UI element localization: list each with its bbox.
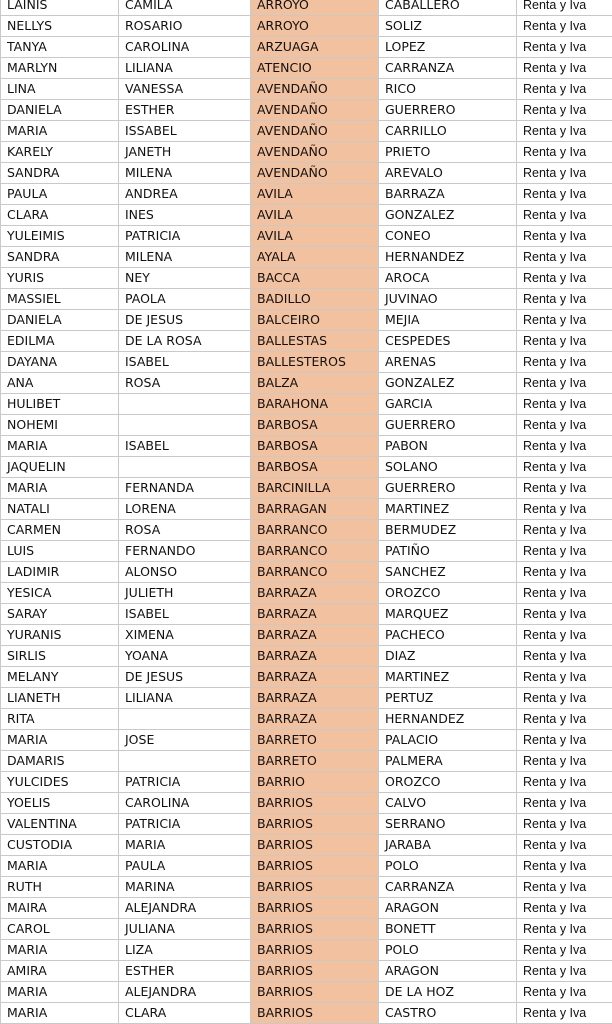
- second-name-cell: LILIANA: [119, 58, 251, 79]
- second-name-cell: YOANA: [119, 646, 251, 667]
- first-surname-cell: BARRIO: [251, 772, 379, 793]
- second-surname-cell: GONZALEZ: [379, 205, 517, 226]
- table-row: [1, 289, 612, 310]
- second-surname-cell: AREVALO: [379, 163, 517, 184]
- category-cell: Renta y Iva: [517, 856, 612, 877]
- second-surname-cell: AROCA: [379, 268, 517, 289]
- category-cell: Renta y Iva: [517, 184, 612, 205]
- category-cell: Renta y Iva: [517, 730, 612, 751]
- second-surname-cell: DE LA HOZ: [379, 982, 517, 1003]
- second-name-cell: PATRICIA: [119, 814, 251, 835]
- second-name-cell: XIMENA: [119, 625, 251, 646]
- second-name-cell: JULIANA: [119, 919, 251, 940]
- second-name-cell: ISABEL: [119, 604, 251, 625]
- second-surname-cell: GUERRERO: [379, 100, 517, 121]
- second-name-cell: NEY: [119, 268, 251, 289]
- first-name-cell: HULIBET: [1, 394, 119, 415]
- first-name-cell: MARIA: [1, 121, 119, 142]
- category-cell: Renta y Iva: [517, 331, 612, 352]
- second-surname-cell: CASTRO: [379, 1003, 517, 1024]
- second-surname-cell: MARTINEZ: [379, 667, 517, 688]
- first-surname-cell: AVENDAÑO: [251, 100, 379, 121]
- table-row: [1, 16, 612, 37]
- table-row: [1, 268, 612, 289]
- first-name-cell: MARIA: [1, 940, 119, 961]
- first-name-cell: CUSTODIA: [1, 835, 119, 856]
- first-name-cell: YURANIS: [1, 625, 119, 646]
- second-name-cell: LIZA: [119, 940, 251, 961]
- second-surname-cell: HERNANDEZ: [379, 247, 517, 268]
- first-name-cell: YESICA: [1, 583, 119, 604]
- first-surname-cell: BALLESTAS: [251, 331, 379, 352]
- first-surname-cell: BARRETO: [251, 751, 379, 772]
- first-surname-cell: BARRIOS: [251, 856, 379, 877]
- second-surname-cell: LOPEZ: [379, 37, 517, 58]
- first-surname-cell: BARRIOS: [251, 877, 379, 898]
- first-name-cell: MARLYN: [1, 58, 119, 79]
- second-name-cell: ISABEL: [119, 352, 251, 373]
- table-row: [1, 415, 612, 436]
- first-surname-cell: BALLESTEROS: [251, 352, 379, 373]
- second-surname-cell: ARAGON: [379, 898, 517, 919]
- first-surname-cell: AYALA: [251, 247, 379, 268]
- first-name-cell: YULEIMIS: [1, 226, 119, 247]
- first-surname-cell: AVENDAÑO: [251, 121, 379, 142]
- second-name-cell: CLARA: [119, 1003, 251, 1024]
- second-surname-cell: PATIÑO: [379, 541, 517, 562]
- first-surname-cell: BARRIOS: [251, 898, 379, 919]
- first-name-cell: NOHEMI: [1, 415, 119, 436]
- category-cell: Renta y Iva: [517, 772, 612, 793]
- category-cell: Renta y Iva: [517, 814, 612, 835]
- second-name-cell: CAROLINA: [119, 37, 251, 58]
- second-name-cell: ESTHER: [119, 961, 251, 982]
- table-row: [1, 0, 612, 16]
- table-row: [1, 205, 612, 226]
- first-name-cell: NATALI: [1, 499, 119, 520]
- second-name-cell: ROSA: [119, 520, 251, 541]
- first-name-cell: TANYA: [1, 37, 119, 58]
- second-name-cell: MARIA: [119, 835, 251, 856]
- first-surname-cell: ATENCIO: [251, 58, 379, 79]
- table-row: [1, 919, 612, 940]
- second-name-cell: PAULA: [119, 856, 251, 877]
- second-surname-cell: SOLANO: [379, 457, 517, 478]
- second-surname-cell: PALMERA: [379, 751, 517, 772]
- second-surname-cell: MARTINEZ: [379, 499, 517, 520]
- second-name-cell: LORENA: [119, 499, 251, 520]
- category-cell: Renta y Iva: [517, 457, 612, 478]
- first-surname-cell: BARRIOS: [251, 814, 379, 835]
- category-cell: Renta y Iva: [517, 940, 612, 961]
- category-cell: Renta y Iva: [517, 646, 612, 667]
- table-row: [1, 814, 612, 835]
- table-row: [1, 163, 612, 184]
- second-name-cell: MILENA: [119, 163, 251, 184]
- category-cell: Renta y Iva: [517, 121, 612, 142]
- first-name-cell: SANDRA: [1, 163, 119, 184]
- first-surname-cell: BARRANCO: [251, 520, 379, 541]
- second-name-cell: FERNANDO: [119, 541, 251, 562]
- first-name-cell: SANDRA: [1, 247, 119, 268]
- second-name-cell: MILENA: [119, 247, 251, 268]
- category-cell: Renta y Iva: [517, 0, 612, 16]
- table-row: [1, 541, 612, 562]
- table-row: [1, 583, 612, 604]
- second-surname-cell: CARRILLO: [379, 121, 517, 142]
- first-surname-cell: BARRIOS: [251, 1003, 379, 1024]
- category-cell: Renta y Iva: [517, 604, 612, 625]
- first-surname-cell: BARRAGAN: [251, 499, 379, 520]
- first-surname-cell: BALZA: [251, 373, 379, 394]
- second-surname-cell: HERNANDEZ: [379, 709, 517, 730]
- category-cell: Renta y Iva: [517, 373, 612, 394]
- second-surname-cell: JARABA: [379, 835, 517, 856]
- table-row: [1, 898, 612, 919]
- category-cell: Renta y Iva: [517, 37, 612, 58]
- second-name-cell: ISABEL: [119, 436, 251, 457]
- second-name-cell: JANETH: [119, 142, 251, 163]
- first-name-cell: MARIA: [1, 1003, 119, 1024]
- first-name-cell: MAIRA: [1, 898, 119, 919]
- second-name-cell: MARINA: [119, 877, 251, 898]
- second-surname-cell: CARRANZA: [379, 877, 517, 898]
- table-row: [1, 940, 612, 961]
- table-row: [1, 37, 612, 58]
- table-row: [1, 226, 612, 247]
- first-name-cell: CARMEN: [1, 520, 119, 541]
- category-cell: Renta y Iva: [517, 205, 612, 226]
- second-surname-cell: PABON: [379, 436, 517, 457]
- first-surname-cell: BARRAZA: [251, 604, 379, 625]
- table-row: [1, 604, 612, 625]
- first-name-cell: NELLYS: [1, 16, 119, 37]
- category-cell: Renta y Iva: [517, 898, 612, 919]
- category-cell: Renta y Iva: [517, 688, 612, 709]
- first-name-cell: LIANETH: [1, 688, 119, 709]
- first-name-cell: SIRLIS: [1, 646, 119, 667]
- category-cell: Renta y Iva: [517, 961, 612, 982]
- second-surname-cell: MARQUEZ: [379, 604, 517, 625]
- first-surname-cell: BARRIOS: [251, 961, 379, 982]
- category-cell: Renta y Iva: [517, 835, 612, 856]
- category-cell: Renta y Iva: [517, 142, 612, 163]
- second-name-cell: ROSARIO: [119, 16, 251, 37]
- table-row: [1, 1003, 612, 1024]
- category-cell: Renta y Iva: [517, 499, 612, 520]
- category-cell: Renta y Iva: [517, 247, 612, 268]
- second-name-cell: PATRICIA: [119, 226, 251, 247]
- first-surname-cell: AVENDAÑO: [251, 142, 379, 163]
- category-cell: Renta y Iva: [517, 79, 612, 100]
- second-surname-cell: POLO: [379, 856, 517, 877]
- second-name-cell: PATRICIA: [119, 772, 251, 793]
- table-row: [1, 100, 612, 121]
- table-row: [1, 58, 612, 79]
- first-name-cell: VALENTINA: [1, 814, 119, 835]
- first-surname-cell: BARRETO: [251, 730, 379, 751]
- category-cell: Renta y Iva: [517, 667, 612, 688]
- first-surname-cell: ARROYO: [251, 16, 379, 37]
- table-row: [1, 856, 612, 877]
- second-name-cell: JULIETH: [119, 583, 251, 604]
- second-name-cell: ISSABEL: [119, 121, 251, 142]
- first-name-cell: LAINIS: [1, 0, 119, 16]
- first-surname-cell: BARRIOS: [251, 919, 379, 940]
- category-cell: Renta y Iva: [517, 709, 612, 730]
- first-name-cell: ANA: [1, 373, 119, 394]
- second-surname-cell: ARAGON: [379, 961, 517, 982]
- table-row: [1, 499, 612, 520]
- second-name-cell: INES: [119, 205, 251, 226]
- second-name-cell: ALONSO: [119, 562, 251, 583]
- first-name-cell: MELANY: [1, 667, 119, 688]
- first-surname-cell: AVENDAÑO: [251, 79, 379, 100]
- table-row: [1, 751, 612, 772]
- first-name-cell: CAROL: [1, 919, 119, 940]
- first-name-cell: EDILMA: [1, 331, 119, 352]
- second-name-cell: [119, 751, 251, 772]
- category-cell: Renta y Iva: [517, 226, 612, 247]
- second-name-cell: ALEJANDRA: [119, 898, 251, 919]
- category-cell: Renta y Iva: [517, 310, 612, 331]
- category-cell: Renta y Iva: [517, 436, 612, 457]
- first-surname-cell: BARRAZA: [251, 583, 379, 604]
- category-cell: Renta y Iva: [517, 289, 612, 310]
- first-surname-cell: BARRIOS: [251, 940, 379, 961]
- first-name-cell: SARAY: [1, 604, 119, 625]
- second-surname-cell: SOLIZ: [379, 16, 517, 37]
- first-name-cell: LUIS: [1, 541, 119, 562]
- first-name-cell: MARIA: [1, 856, 119, 877]
- first-name-cell: LADIMIR: [1, 562, 119, 583]
- second-surname-cell: PRIETO: [379, 142, 517, 163]
- category-cell: Renta y Iva: [517, 541, 612, 562]
- category-cell: Renta y Iva: [517, 352, 612, 373]
- first-name-cell: LINA: [1, 79, 119, 100]
- first-surname-cell: BARRAZA: [251, 688, 379, 709]
- first-surname-cell: BADILLO: [251, 289, 379, 310]
- first-surname-cell: BARRAZA: [251, 667, 379, 688]
- second-surname-cell: BERMUDEZ: [379, 520, 517, 541]
- category-cell: Renta y Iva: [517, 562, 612, 583]
- category-cell: Renta y Iva: [517, 268, 612, 289]
- second-surname-cell: CARRANZA: [379, 58, 517, 79]
- table-row: [1, 478, 612, 499]
- category-cell: Renta y Iva: [517, 16, 612, 37]
- first-surname-cell: BARRIOS: [251, 982, 379, 1003]
- first-surname-cell: AVILA: [251, 205, 379, 226]
- category-cell: Renta y Iva: [517, 478, 612, 499]
- category-cell: Renta y Iva: [517, 100, 612, 121]
- second-name-cell: DE JESUS: [119, 667, 251, 688]
- first-surname-cell: BARRAZA: [251, 646, 379, 667]
- first-surname-cell: AVILA: [251, 184, 379, 205]
- category-cell: Renta y Iva: [517, 163, 612, 184]
- first-name-cell: PAULA: [1, 184, 119, 205]
- second-surname-cell: JUVINAO: [379, 289, 517, 310]
- second-surname-cell: BARRAZA: [379, 184, 517, 205]
- table-row: [1, 247, 612, 268]
- table-row: [1, 184, 612, 205]
- table-row: [1, 982, 612, 1003]
- table-row: [1, 79, 612, 100]
- category-cell: Renta y Iva: [517, 793, 612, 814]
- table-row: [1, 520, 612, 541]
- table-row: [1, 961, 612, 982]
- first-surname-cell: BARBOSA: [251, 436, 379, 457]
- second-name-cell: PAOLA: [119, 289, 251, 310]
- second-name-cell: [119, 709, 251, 730]
- table-row: [1, 877, 612, 898]
- first-surname-cell: AVENDAÑO: [251, 163, 379, 184]
- first-name-cell: DAYANA: [1, 352, 119, 373]
- table-row: [1, 394, 612, 415]
- second-surname-cell: SERRANO: [379, 814, 517, 835]
- table-row: [1, 625, 612, 646]
- second-surname-cell: POLO: [379, 940, 517, 961]
- second-name-cell: FERNANDA: [119, 478, 251, 499]
- second-name-cell: CAMILA: [119, 0, 251, 16]
- second-surname-cell: GARCIA: [379, 394, 517, 415]
- second-name-cell: ROSA: [119, 373, 251, 394]
- category-cell: Renta y Iva: [517, 1003, 612, 1024]
- first-surname-cell: BARCINILLA: [251, 478, 379, 499]
- second-surname-cell: RICO: [379, 79, 517, 100]
- second-surname-cell: CABALLERO: [379, 0, 517, 16]
- first-surname-cell: BARRIOS: [251, 793, 379, 814]
- second-surname-cell: CONEO: [379, 226, 517, 247]
- second-surname-cell: PALACIO: [379, 730, 517, 751]
- category-cell: Renta y Iva: [517, 877, 612, 898]
- second-name-cell: ANDREA: [119, 184, 251, 205]
- second-name-cell: CAROLINA: [119, 793, 251, 814]
- category-cell: Renta y Iva: [517, 625, 612, 646]
- first-name-cell: MARIA: [1, 478, 119, 499]
- table-row: [1, 142, 612, 163]
- first-name-cell: YURIS: [1, 268, 119, 289]
- first-name-cell: AMIRA: [1, 961, 119, 982]
- first-name-cell: CLARA: [1, 205, 119, 226]
- second-surname-cell: BONETT: [379, 919, 517, 940]
- table-row: [1, 352, 612, 373]
- second-name-cell: DE JESUS: [119, 310, 251, 331]
- second-surname-cell: ARENAS: [379, 352, 517, 373]
- first-surname-cell: BARAHONA: [251, 394, 379, 415]
- second-name-cell: [119, 415, 251, 436]
- first-surname-cell: ARROYO: [251, 0, 379, 16]
- table-row: [1, 646, 612, 667]
- first-name-cell: MARIA: [1, 436, 119, 457]
- first-name-cell: YULCIDES: [1, 772, 119, 793]
- category-cell: Renta y Iva: [517, 58, 612, 79]
- category-cell: Renta y Iva: [517, 919, 612, 940]
- first-name-cell: DANIELA: [1, 100, 119, 121]
- category-cell: Renta y Iva: [517, 394, 612, 415]
- second-name-cell: ESTHER: [119, 100, 251, 121]
- second-surname-cell: PACHECO: [379, 625, 517, 646]
- second-name-cell: VANESSA: [119, 79, 251, 100]
- first-surname-cell: BARBOSA: [251, 457, 379, 478]
- category-cell: Renta y Iva: [517, 982, 612, 1003]
- first-surname-cell: ARZUAGA: [251, 37, 379, 58]
- second-name-cell: LILIANA: [119, 688, 251, 709]
- table-row: [1, 772, 612, 793]
- second-surname-cell: SANCHEZ: [379, 562, 517, 583]
- first-name-cell: MARIA: [1, 730, 119, 751]
- second-surname-cell: MEJIA: [379, 310, 517, 331]
- first-name-cell: DANIELA: [1, 310, 119, 331]
- table-row: [1, 709, 612, 730]
- table-row: [1, 331, 612, 352]
- second-name-cell: DE LA ROSA: [119, 331, 251, 352]
- first-surname-cell: BARRIOS: [251, 835, 379, 856]
- table-row: [1, 667, 612, 688]
- first-name-cell: JAQUELIN: [1, 457, 119, 478]
- second-surname-cell: GUERRERO: [379, 415, 517, 436]
- table-row: [1, 310, 612, 331]
- second-surname-cell: DIAZ: [379, 646, 517, 667]
- table-row: [1, 373, 612, 394]
- category-cell: Renta y Iva: [517, 583, 612, 604]
- table-row: [1, 436, 612, 457]
- first-surname-cell: AVILA: [251, 226, 379, 247]
- table-row: [1, 688, 612, 709]
- first-name-cell: YOELIS: [1, 793, 119, 814]
- second-surname-cell: GUERRERO: [379, 478, 517, 499]
- table-row: [1, 793, 612, 814]
- second-surname-cell: OROZCO: [379, 772, 517, 793]
- second-surname-cell: CESPEDES: [379, 331, 517, 352]
- table-row: [1, 730, 612, 751]
- first-surname-cell: BARRANCO: [251, 541, 379, 562]
- table-body: [1, 0, 612, 1024]
- first-name-cell: RITA: [1, 709, 119, 730]
- second-surname-cell: CALVO: [379, 793, 517, 814]
- second-surname-cell: GONZALEZ: [379, 373, 517, 394]
- first-surname-cell: BARRAZA: [251, 709, 379, 730]
- table-row: [1, 835, 612, 856]
- first-surname-cell: BARRAZA: [251, 625, 379, 646]
- second-name-cell: [119, 394, 251, 415]
- first-surname-cell: BALCEIRO: [251, 310, 379, 331]
- second-surname-cell: OROZCO: [379, 583, 517, 604]
- first-name-cell: MASSIEL: [1, 289, 119, 310]
- category-cell: Renta y Iva: [517, 415, 612, 436]
- category-cell: Renta y Iva: [517, 751, 612, 772]
- table-row: [1, 121, 612, 142]
- second-surname-cell: PERTUZ: [379, 688, 517, 709]
- second-name-cell: ALEJANDRA: [119, 982, 251, 1003]
- first-surname-cell: BACCA: [251, 268, 379, 289]
- first-surname-cell: BARBOSA: [251, 415, 379, 436]
- first-name-cell: KARELY: [1, 142, 119, 163]
- table-row: [1, 562, 612, 583]
- table-row: [1, 457, 612, 478]
- second-name-cell: JOSE: [119, 730, 251, 751]
- category-cell: Renta y Iva: [517, 520, 612, 541]
- second-name-cell: [119, 457, 251, 478]
- first-name-cell: MARIA: [1, 982, 119, 1003]
- first-name-cell: RUTH: [1, 877, 119, 898]
- first-surname-cell: BARRANCO: [251, 562, 379, 583]
- first-name-cell: DAMARIS: [1, 751, 119, 772]
